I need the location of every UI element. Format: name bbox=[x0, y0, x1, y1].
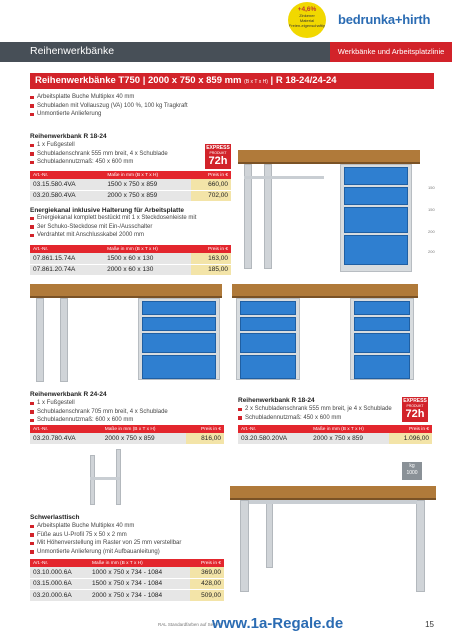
dim-label: 200 bbox=[428, 229, 435, 234]
table-row: 03.15.580.4VA 1500 x 750 x 859 660,00 bbox=[30, 179, 231, 190]
footer-note: RAL Standardfarben auf Seite 2 bbox=[158, 622, 222, 627]
section-heading: Energiekanal inklusive Halterung für Arbeitsplatte bbox=[30, 207, 184, 214]
list-item: Füße aus U-Profil 75 x 50 x 2 mm bbox=[30, 531, 181, 540]
badge-percent: +4,6% bbox=[297, 6, 317, 13]
list-item: Schubladennutzmaß: 450 x 600 mm bbox=[238, 414, 392, 423]
list-item: 1 x Fußgestell bbox=[30, 141, 168, 150]
table-row: 03.10.000.6A 1000 x 750 x 734 - 1084 369,00 bbox=[30, 567, 224, 578]
price-table bbox=[238, 425, 432, 445]
list-item: Schubladenschrank 555 mm breit, 4 x Schublade bbox=[30, 150, 168, 159]
feature-list bbox=[30, 141, 168, 167]
col-header: Preis in € bbox=[191, 245, 231, 253]
workbench-image bbox=[238, 150, 420, 275]
list-item: Schubladennutzmaß: 450 x 600 mm bbox=[30, 158, 168, 167]
table-row: 07.861.20.74A 2000 x 60 x 130 185,00 bbox=[30, 264, 231, 276]
list-item: Arbeitsplatte Buche Multiplex 40 mm bbox=[30, 522, 181, 531]
title-main: Reihenwerkbänke T750 | 2000 x 750 x 859 mm bbox=[35, 75, 242, 86]
col-header: Preis in € bbox=[389, 425, 432, 433]
workbench-r1824-double-image bbox=[232, 276, 418, 386]
express-hours: 72h bbox=[208, 155, 228, 167]
load-capacity-icon bbox=[402, 462, 422, 480]
list-item: 2 x Schubladenschrank 555 mm breit, je 4 x Schublade bbox=[238, 405, 392, 414]
list-item: Unmontierte Anlieferung bbox=[30, 110, 188, 119]
express-label: EXPRESS bbox=[403, 398, 427, 404]
list-item: Schubladen mit Vollauszug (VA) 100 %, 100 kg Tragkraft bbox=[30, 102, 188, 111]
section-heading: Schwerlasttisch bbox=[30, 514, 80, 521]
kg-value: 1000 bbox=[406, 470, 418, 476]
list-item: Verdrahtet mit Anschlusskabel 2000 mm bbox=[30, 231, 196, 240]
express-label: EXPRESS bbox=[206, 145, 230, 151]
section-title: Reihenwerkbänke bbox=[30, 45, 115, 57]
badge-line: Freien-eigenschaftig bbox=[288, 23, 326, 28]
col-header: Maße in mm (B x T x H) bbox=[102, 425, 186, 433]
price-table bbox=[30, 245, 231, 276]
badge-line: Zinkener bbox=[299, 13, 315, 18]
price-table bbox=[30, 425, 224, 445]
badge-line: Material bbox=[299, 18, 315, 23]
brand-logo: bedrunka+hirth bbox=[338, 12, 431, 27]
list-item: 3er Schuko-Steckdose mit Ein-/Ausschalter bbox=[30, 223, 196, 232]
col-header: Maße in mm (B x T x H) bbox=[104, 245, 191, 253]
promo-badge bbox=[288, 2, 326, 38]
page-number: 15 bbox=[425, 620, 434, 629]
col-header: Art.-Nr. bbox=[30, 171, 104, 179]
col-header: Preis in € bbox=[191, 171, 231, 179]
table-row: 03.20.000.6A 2000 x 750 x 734 - 1084 509,00 bbox=[30, 590, 224, 602]
col-header: Art.-Nr. bbox=[30, 245, 104, 253]
list-item: Schubladennutzmaß: 600 x 600 mm bbox=[30, 416, 168, 425]
title-units: (B x T x H) bbox=[244, 79, 268, 85]
table-row: 03.20.580.20VA 2000 x 750 x 859 1.096,00 bbox=[238, 433, 432, 444]
table-row: 03.20.580.4VA 2000 x 750 x 859 702,00 bbox=[30, 190, 231, 202]
section-heading: Reihenwerkbank R 24-24 bbox=[30, 391, 107, 398]
list-item: Arbeitsplatte Buche Multiplex 40 mm bbox=[30, 93, 188, 102]
dim-label: 150 bbox=[428, 185, 435, 190]
section-heading: Reihenwerkbank R 18-24 bbox=[30, 133, 107, 140]
feature-list bbox=[238, 405, 392, 422]
list-item: Energiekanal komplett bestückt mit 1 x Steckdosenleiste mit bbox=[30, 214, 196, 223]
intro-bullets bbox=[30, 93, 188, 119]
feature-list bbox=[30, 214, 196, 240]
workbench-r2424-image bbox=[30, 276, 222, 386]
list-item: Schubladenschrank 705 mm breit, 4 x Schublade bbox=[30, 408, 168, 417]
list-item: 1 x Fußgestell bbox=[30, 399, 168, 408]
table-row: 03.15.000.6A 1500 x 750 x 734 - 1084 428,00 bbox=[30, 578, 224, 590]
product-title-bar bbox=[30, 73, 434, 89]
price-table bbox=[30, 171, 231, 202]
col-header: Maße in mm (B x T x H) bbox=[89, 559, 190, 567]
col-header: Art.-Nr. bbox=[238, 425, 310, 433]
list-item: Unmontierte Anlieferung (mit Aufbauanleitung) bbox=[30, 548, 181, 557]
dim-label: 200 bbox=[428, 249, 435, 254]
kg-unit: kg bbox=[409, 463, 415, 469]
dim-label: 150 bbox=[428, 207, 435, 212]
table-row: 07.861.15.74A 1500 x 60 x 130 163,00 bbox=[30, 253, 231, 264]
express-sub: PRODUKT bbox=[406, 404, 424, 408]
section-heading: Reihenwerkbank R 18-24 bbox=[238, 397, 315, 404]
website-link[interactable]: www.1a-Regale.de bbox=[212, 615, 344, 632]
list-item: Mit Höhenverstellung im Raster von 25 mm verstellbar bbox=[30, 539, 181, 548]
col-header: Maße in mm (B x T x H) bbox=[310, 425, 389, 433]
feature-list bbox=[30, 399, 168, 425]
express-hours: 72h bbox=[405, 408, 425, 420]
col-header: Preis in € bbox=[186, 425, 224, 433]
col-header: Art.-Nr. bbox=[30, 425, 102, 433]
title-suffix: | R 18-24/24-24 bbox=[270, 75, 337, 86]
col-header: Preis in € bbox=[190, 559, 224, 567]
price-table bbox=[30, 559, 224, 602]
express-badge bbox=[402, 397, 428, 422]
express-badge bbox=[205, 144, 231, 169]
table-frame-image bbox=[30, 447, 155, 509]
heavy-duty-table-image bbox=[230, 486, 436, 596]
table-row: 03.20.780.4VA 2000 x 750 x 859 816,00 bbox=[30, 433, 224, 444]
col-header: Art.-Nr. bbox=[30, 559, 89, 567]
col-header: Maße in mm (B x T x H) bbox=[104, 171, 191, 179]
category-tab[interactable]: Werkbänke und Arbeitsplatzlinie bbox=[330, 42, 452, 62]
feature-list bbox=[30, 522, 181, 556]
express-sub: PRODUKT bbox=[209, 151, 227, 155]
